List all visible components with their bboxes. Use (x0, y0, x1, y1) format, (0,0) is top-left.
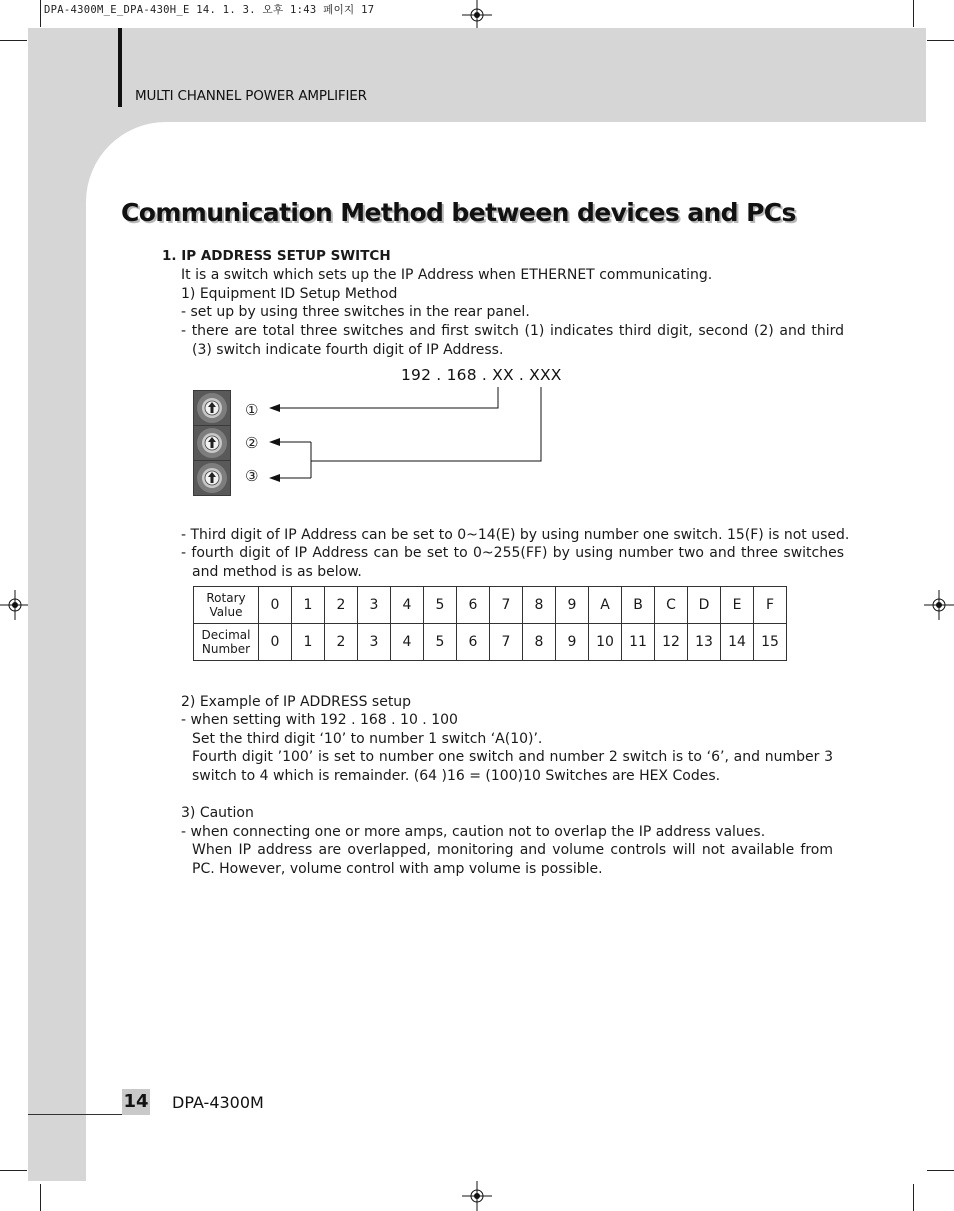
table-cell: B (622, 587, 655, 624)
table-cell: 2 (325, 587, 358, 624)
table-cell: E (721, 587, 754, 624)
table-cell: 10 (589, 624, 622, 661)
table-cell: 1 (292, 587, 325, 624)
switch-label-1: ① (245, 401, 259, 419)
table-cell: 5 (424, 587, 457, 624)
rotary-switches-image (193, 390, 231, 496)
table-cell: 9 (556, 624, 589, 661)
crop-mark (913, 0, 914, 27)
table-cell: C (655, 587, 688, 624)
row-header-rotary (194, 587, 259, 624)
table-cell: 13 (688, 624, 721, 661)
rotary-switch-icon (194, 461, 230, 495)
bullet-text: - Third digit of IP Address can be set to 0~14(E) by using number one switch. 15(F) is not used. (181, 527, 850, 543)
table-cell: 14 (721, 624, 754, 661)
ip-mapping-arrows (260, 380, 560, 490)
table-cell: 6 (457, 587, 490, 624)
crop-mark (927, 40, 954, 41)
section-heading: 1. IP ADDRESS SETUP SWITCH (162, 248, 391, 264)
crop-mark (0, 40, 27, 41)
caution-text: When IP address are overlapped, monitoring and volume controls will not available from PC. However, volume control with amp volume is possible. (192, 842, 833, 877)
header-accent-bar (118, 28, 122, 107)
table-cell: 12 (655, 624, 688, 661)
table-row (194, 624, 787, 661)
crop-mark (40, 1184, 41, 1211)
crop-mark (40, 0, 41, 27)
table-cell: 0 (259, 624, 292, 661)
left-margin-band (28, 122, 86, 1181)
table-cell: 1 (292, 624, 325, 661)
footer-model-name: DPA-4300M (172, 1093, 264, 1112)
crop-mark (927, 1170, 954, 1171)
rotary-decimal-table (193, 586, 787, 661)
table-cell: 4 (391, 587, 424, 624)
table-cell: 3 (358, 624, 391, 661)
table-cell: 4 (391, 624, 424, 661)
table-cell: F (754, 587, 787, 624)
bullet-text: - set up by using three switches in the rear panel. (181, 304, 530, 320)
table-cell: 7 (490, 624, 523, 661)
table-cell: A (589, 587, 622, 624)
table-row (194, 587, 787, 624)
subsection-title: 3) Caution (181, 805, 254, 821)
row-header-decimal (194, 624, 259, 661)
switch-label-3: ③ (245, 467, 259, 485)
table-cell: 0 (259, 587, 292, 624)
table-cell: 8 (523, 587, 556, 624)
table-cell: 9 (556, 587, 589, 624)
table-cell: 2 (325, 624, 358, 661)
subsection-title: 2) Example of IP ADDRESS setup (181, 694, 412, 710)
bullet-text: - fourth digit of IP Address can be set to 0~255(FF) by using number two and three switches and method is as below. (181, 545, 844, 580)
page-title: Communication Method between devices and PCs (121, 198, 796, 227)
page-number: 14 (122, 1089, 150, 1115)
table-cell: 5 (424, 624, 457, 661)
bullet-text: - when connecting one or more amps, caution not to overlap the IP address values. (181, 824, 766, 840)
registration-mark-icon (462, 0, 492, 30)
rotary-switch-icon (194, 391, 230, 425)
crop-mark (913, 1184, 914, 1211)
bullet-text: - when setting with 192 . 168 . 10 . 100 (181, 712, 458, 728)
table-cell: 7 (490, 587, 523, 624)
bullet-text: - there are total three switches and first switch (1) indicates third digit, second (2) and third (3) switch indicate fourth digit of IP Address. (181, 323, 844, 358)
ip-address-format: 192 . 168 . XX . XXX (401, 366, 562, 384)
registration-mark-icon (462, 1181, 492, 1211)
crop-mark (0, 1170, 27, 1171)
table-cell: 11 (622, 624, 655, 661)
header-line: Rotary (206, 591, 246, 605)
table-cell: 6 (457, 624, 490, 661)
running-header: MULTI CHANNEL POWER AMPLIFIER (135, 88, 367, 104)
table-cell: 8 (523, 624, 556, 661)
print-slug: DPA-4300M_E_DPA-430H_E 14. 1. 3. 오후 1:43 페이지 17 (44, 4, 375, 16)
rotary-switch-icon (194, 426, 230, 460)
header-band (28, 28, 926, 122)
subsection-title: 1) Equipment ID Setup Method (181, 286, 398, 302)
registration-mark-icon (0, 590, 30, 620)
table-cell: 15 (754, 624, 787, 661)
header-line: Number (201, 642, 251, 656)
switch-label-2: ② (245, 434, 259, 452)
example-text: Set the third digit ‘10’ to number 1 switch ‘A(10)’. (192, 731, 543, 747)
table-cell: D (688, 587, 721, 624)
header-line: Decimal (201, 628, 251, 642)
example-text: Fourth digit ’100’ is set to number one switch and number 2 switch is to ‘6’, and number 3 switch to 4 which is remainder. (64 )16 = (100)10 Switches are HEX Codes. (192, 749, 833, 784)
table-cell: 3 (358, 587, 391, 624)
section-intro: It is a switch which sets up the IP Address when ETHERNET communicating. (181, 267, 713, 283)
registration-mark-icon (924, 590, 954, 620)
header-line: Value (209, 605, 243, 619)
